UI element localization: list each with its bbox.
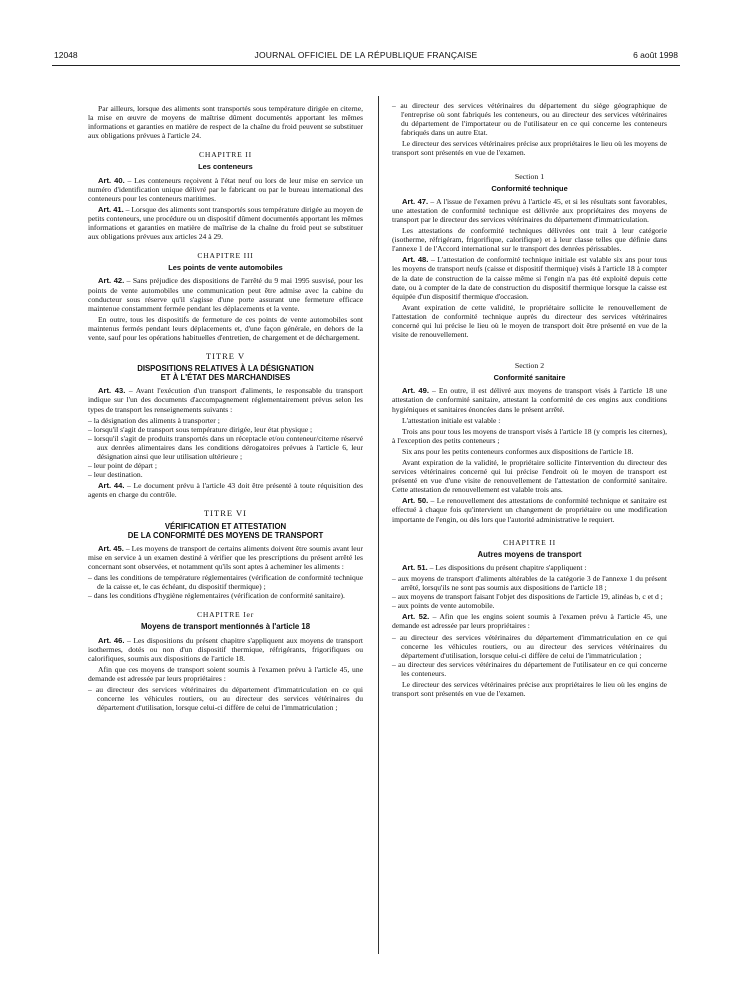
article-49-paragraph-3: Trois ans pour tous les moyens de transport visés à l'article 18 (y compris les citernes), à l'exception des petits conteneurs ; <box>392 426 667 445</box>
article-text: – Lorsque des aliments sont transportés sous température dirigée au moyen de petits conteneurs, une procédure ou un dispositif dûment documentés apportant les mêmes informations et garanties en matière de maîtrise de la chaîne du froid peut se substituer aux obligations prévues aux articles 24 à 29. <box>88 204 364 242</box>
article-number: Art. 49. <box>402 386 429 396</box>
article-text: – Afin que les engins soient soumis à l'examen prévu à l'article 45, une demande est adressée par leurs propriétaires : <box>392 612 667 631</box>
list-item: – dans les conditions d'hygiène réglementaires (vérification de conformité sanitaire). <box>88 591 363 600</box>
titre-5-title-line-1: DISPOSITIONS RELATIVES À LA DÉSIGNATION <box>137 364 314 374</box>
article-number: Art. 43. <box>98 386 126 396</box>
list-item: – leur point de départ ; <box>88 461 363 470</box>
list-item: – aux points de vente automobile. <box>392 601 667 610</box>
list-item: – lorsqu'il s'agit de produits transportés dans un réceptacle et/ou conteneur/citerne réservé aux denrées alimentaires dans les conditions dérogatoires prévues à l'article 6, leur désignation ainsi que leur utilisation ultérieure ; <box>88 434 363 461</box>
article-number: Art. 52. <box>402 612 430 622</box>
article-42 <box>88 276 363 312</box>
article-51 <box>392 563 667 572</box>
article-number: Art. 44. <box>98 481 125 491</box>
article-text: – A l'issue de l'examen prévu à l'article 45, et si les résultats sont favorables, une attestation de conformité technique est délivrée aux propriétaires des moyens de transport par le directeur des services vétérinaires du département d'immatriculation. <box>392 196 667 224</box>
article-text: – Le document prévu à l'article 43 doit être présenté à toute réquisition des agents en charge du contrôle. <box>88 481 363 500</box>
column-divider <box>378 96 379 954</box>
article-number: Art. 48. <box>402 255 429 265</box>
article-46-closing-paragraph: Le directeur des services vétérinaires précise aux propriétaires le lieu où les moyens de transport sont présentés en vue de l'examen. <box>392 139 667 158</box>
list-item: – aux moyens de transport d'aliments altérables de la catégorie 3 de l'annexe 1 du présent arrêté, lorsqu'ils ne sont pas soumis aux dispositions de l'article 18 ; <box>392 574 667 592</box>
section-2-label: Section 2 <box>514 361 545 371</box>
article-43 <box>88 386 363 413</box>
section-1-label: Section 1 <box>514 171 545 181</box>
chapter-2-title: Les conteneurs <box>198 162 253 172</box>
article-46-paragraph-2: Afin que ces moyens de transport soient soumis à l'examen prévu à l'article 45, une demande est adressée par leurs propriétaires : <box>88 664 363 683</box>
article-42-paragraph-2: En outre, tous les dispositifs de fermeture de ces points de vente automobiles sont maintenus fermés pendant leurs déplacements et, d'une façon générale, en dehors de la vente, sauf pour les opérations habituelles d'entretien, de chargement et de déchargement. <box>88 314 363 342</box>
list-item: – la désignation des aliments à transporter ; <box>88 416 363 425</box>
section-2-title: Conformité sanitaire <box>493 373 566 383</box>
article-49-paragraph-2: L'attestation initiale est valable : <box>402 415 501 425</box>
article-text: – Le renouvellement des attestations de conformité technique et sanitaire est effectué à chaque fois qu'intervient un changement de propriétaire ou une modification importante de l'engin, ou dès lors que l'autorité administrative le requiert. <box>392 496 667 524</box>
chapter-3-label: CHAPITRE III <box>197 251 254 261</box>
article-number: Art. 45. <box>98 543 124 553</box>
titre-6-title-line-1: VÉRIFICATION ET ATTESTATION <box>164 521 287 531</box>
article-52-paragraph-2: Le directeur des services vétérinaires précise aux propriétaires le lieu où les engins de transport sont présentés en vue de l'examen. <box>392 679 667 699</box>
article-text: – Les dispositions du présent chapitre s'appliquent : <box>427 562 587 572</box>
article-text: – Avant l'exécution d'un transport d'aliments, le responsable du transport indique sur l'un des documents d'accompagnement réglementairement prévus selon les types de transport les renseignements suivants : <box>88 386 364 414</box>
article-50 <box>392 496 667 523</box>
list-item: – au directeur des services vétérinaires du département de l'utilisateur en ce qui concerne les conteneurs. <box>392 660 667 678</box>
article-47-paragraph-2: Les attestations de conformité techniques délivrées ont trait à leur catégorie (isotherme, réfrigéram, frigorifique, calorifique) et à leur classe telles que définie dans l'annexe 1 de l'Accord international sur le transport des denrées périssables. <box>392 226 667 254</box>
list-item: – au directeur des services vétérinaires du département du siège géographique de l'entreprise où sont fabriqués les conteneurs, ou au directeur des services vétérinaires du département de l'importateur ou de l'utilisateur en ce qui concerne les conteneurs fabriqués dans un autre Etat. <box>392 101 667 137</box>
issue-date: 6 août 1998 <box>633 50 678 60</box>
article-text: – L'attestation de conformité technique initiale est valable six ans pour tous les moyens de transport neufs (caisse et dispositif thermique) visés à l'article 18 à compter de la date de construction de la caisse même si l'engin n'a pas été exploité depuis cette date, ou à compter de la date de construction du dispositif thermique lorsque la caisse est équipée d'un dispositif thermique d'occasion. <box>392 255 667 301</box>
article-47 <box>392 197 667 224</box>
list-item: – lorsqu'il s'agit de transport sous température dirigée, leur état physique ; <box>88 425 363 434</box>
page-header <box>52 51 680 66</box>
page-number: 12048 <box>54 50 78 60</box>
article-49-paragraph-4: Six ans pour les petits conteneurs conformes aux dispositions de l'article 18. <box>402 446 634 456</box>
left-column <box>88 104 363 714</box>
article-text: – Les moyens de transport de certains aliments doivent être soumis avant leur mise en service à un examen destiné à vérifier que les prescriptions du présent arrêté les concernant sont observées, et notamment qu'ils sont aptes à acheminer les aliments : <box>88 543 363 571</box>
chapter-2-title-right: Autres moyens de transport <box>477 549 582 559</box>
article-text: – Sans préjudice des dispositions de l'arrêté du 9 mai 1995 susvisé, pour les points de vente automobiles une communication peut être admise avec la cabine du conducteur sous réserve qu'il s'agisse d'une porte assurant une fermeture efficace maintenue constamment fermée pendant les déplacements et la vente. <box>88 276 363 313</box>
list-item: – au directeur des services vétérinaires du département d'immatriculation en ce qui concerne les véhicules routiers, ou au directeur des services vétérinaires du département d'utilisation, lorsque celui-ci diffère de celui de l'immatriculation ; <box>88 685 363 712</box>
article-number: Art. 47. <box>402 196 429 206</box>
chapter-2-label: CHAPITRE II <box>199 150 252 160</box>
article-44 <box>88 481 363 499</box>
article-40 <box>88 176 363 203</box>
article-52-list <box>392 633 667 678</box>
article-51-list <box>392 574 667 610</box>
article-45 <box>88 544 363 571</box>
article-46 <box>88 636 363 663</box>
article-49-paragraph-5: Avant expiration de la validité, le propriétaire sollicite l'intervention du directeur des services vétérinaires concerné qui lui précise l'endroit où le moyen de transport est présenté en vue d'une visite de renouvellement de l'attestation de conformité sanitaire. Cette attestation de renouvellement est valable trois ans. <box>392 458 667 495</box>
article-45-list <box>88 573 363 600</box>
article-number: Art. 40. <box>98 175 125 185</box>
article-48-paragraph-2: Avant expiration de cette validité, le propriétaire sollicite le renouvellement de l'attestation de conformité technique auprès du directeur des services vétérinaires concerné qui lui précise le lieu où le moyen de transport doit être présenté en vue de la visite de renouvellement. <box>392 302 667 340</box>
right-column <box>392 101 667 700</box>
article-number: Art. 51. <box>402 562 428 572</box>
list-item: – dans les conditions de température réglementaires (vérification de conformité technique de la caisse et, le cas échéant, du dispositif thermique) ; <box>88 573 363 591</box>
chapter-1-label: CHAPITRE Ier <box>196 610 255 620</box>
article-46-list-continued <box>392 101 667 137</box>
article-text: – Les conteneurs reçoivent à l'état neuf ou lors de leur mise en service un numéro d'identification unique délivré par le fabricant ou par le bureau international des conteneurs pour les conteneurs maritimes. <box>88 175 363 203</box>
chapter-3-title: Les points de vente automobiles <box>168 263 283 273</box>
article-number: Art. 50. <box>402 496 429 506</box>
list-item: – au directeur des services vétérinaires du département d'immatriculation en ce qui concerne les véhicules routiers, ou au directeur des services vétérinaires du département d'utilisation, lorsque celui-ci diffère de celui de l'immatriculation ; <box>392 633 667 660</box>
titre-6-label: TITRE VI <box>203 508 248 519</box>
article-number: Art. 41. <box>98 204 124 214</box>
section-1-title: Conformité technique <box>491 183 568 193</box>
chapter-1-title: Moyens de transport mentionnés à l'article 18 <box>140 622 311 632</box>
article-number: Art. 46. <box>98 635 125 645</box>
journal-title: JOURNAL OFFICIEL DE LA RÉPUBLIQUE FRANÇAISE <box>254 50 478 60</box>
article-number: Art. 42. <box>98 276 125 286</box>
titre-6-title-line-2: DE LA CONFORMITÉ DES MOYENS DE TRANSPORT <box>127 530 324 540</box>
titre-5-title-line-2: ET À L'ÉTAT DES MARCHANDISES <box>160 373 291 383</box>
list-item: – leur destination. <box>88 470 363 479</box>
article-46-list <box>88 685 363 712</box>
article-text: – Les dispositions du présent chapitre s'appliquent aux moyens de transport isothermes, dotés ou non d'un dispositif thermique, réfrigérants, frigorifiques ou calorifiques, soumis aux dispositions de l'article 18. <box>88 635 363 663</box>
article-text: – En outre, il est délivré aux moyens de transport visés à l'article 18 une attestation de conformité sanitaire, attestant la conformité de ces engins aux conditions hygiéniques et sanitaires énoncées dans le présent arrêté. <box>392 386 667 414</box>
intro-paragraph: Par ailleurs, lorsque des aliments sont transportés sous température dirigée en citerne, la mise en œuvre de moyens de maîtrise dûment documentés apportant les mêmes informations et garanties en matière de respect de la chaîne du froid peuvent se substituer aux obligations prévues à l'article 24. <box>88 104 363 141</box>
titre-5-label: TITRE V <box>205 351 246 362</box>
article-52 <box>392 612 667 630</box>
article-41 <box>88 205 363 241</box>
chapter-2-label-right: CHAPITRE II <box>503 537 556 547</box>
article-43-list <box>88 416 363 480</box>
article-48 <box>392 255 667 300</box>
article-49 <box>392 386 667 413</box>
list-item: – aux moyens de transport faisant l'objet des dispositions de l'article 19, alinéas b, c et d ; <box>392 592 667 601</box>
